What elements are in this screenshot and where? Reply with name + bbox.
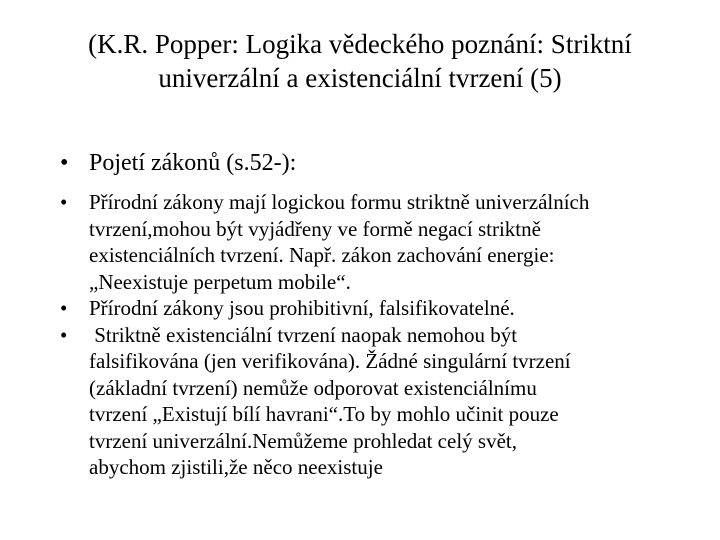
bullet-icon: • — [60, 296, 68, 320]
bullet-icon: • — [60, 190, 68, 214]
bullet-list — [60, 189, 700, 481]
bullet-line: tvrzení univerzální.Nemůžeme prohledat celý svět, — [89, 428, 517, 453]
slide-title-line: univerzální a existenciální tvrzení (5) — [158, 63, 562, 93]
bullet-line: tvrzení,mohou být vyjádřeny ve formě negací striktně — [89, 216, 541, 241]
bullet-line: Přírodní zákony mají logickou formu striktně univerzálních — [89, 190, 590, 214]
lead-text: Pojetí zákonů (s.52-): — [89, 150, 297, 176]
slide-title-line: (K.R. Popper: Logika vědeckého poznání: Striktní — [88, 29, 632, 59]
bullet-item — [60, 189, 700, 295]
bullet-line: tvrzení „Existují bílí havrani“.To by mohlo učinit pouze — [89, 402, 559, 426]
bullet-icon: • — [60, 322, 68, 347]
bullet-line: abychom zjistili,že něco neexistuje — [89, 455, 383, 479]
bullet-line: Striktně existenciální tvrzení naopak nemohou být — [89, 322, 518, 347]
bullet-line: falsifikována (jen verifikována). Žádné singulární tvrzení — [89, 349, 571, 373]
lead-item — [60, 148, 700, 178]
bullet-line: Přírodní zákony jsou prohibitivní, falsifikovatelné. — [89, 296, 515, 320]
slide-title — [40, 27, 680, 95]
bullet-item — [60, 322, 700, 481]
lead-list — [60, 148, 700, 178]
bullet-item — [60, 295, 700, 322]
bullet-line: (základní tvrzení) nemůže odporovat existenciálnímu — [89, 375, 537, 400]
bullet-icon: • — [60, 150, 69, 176]
bullet-line: existenciálních tvrzení. Např. zákon zachování energie: — [89, 243, 555, 267]
bullet-line: „Neexistuje perpetum mobile“. — [89, 269, 351, 294]
